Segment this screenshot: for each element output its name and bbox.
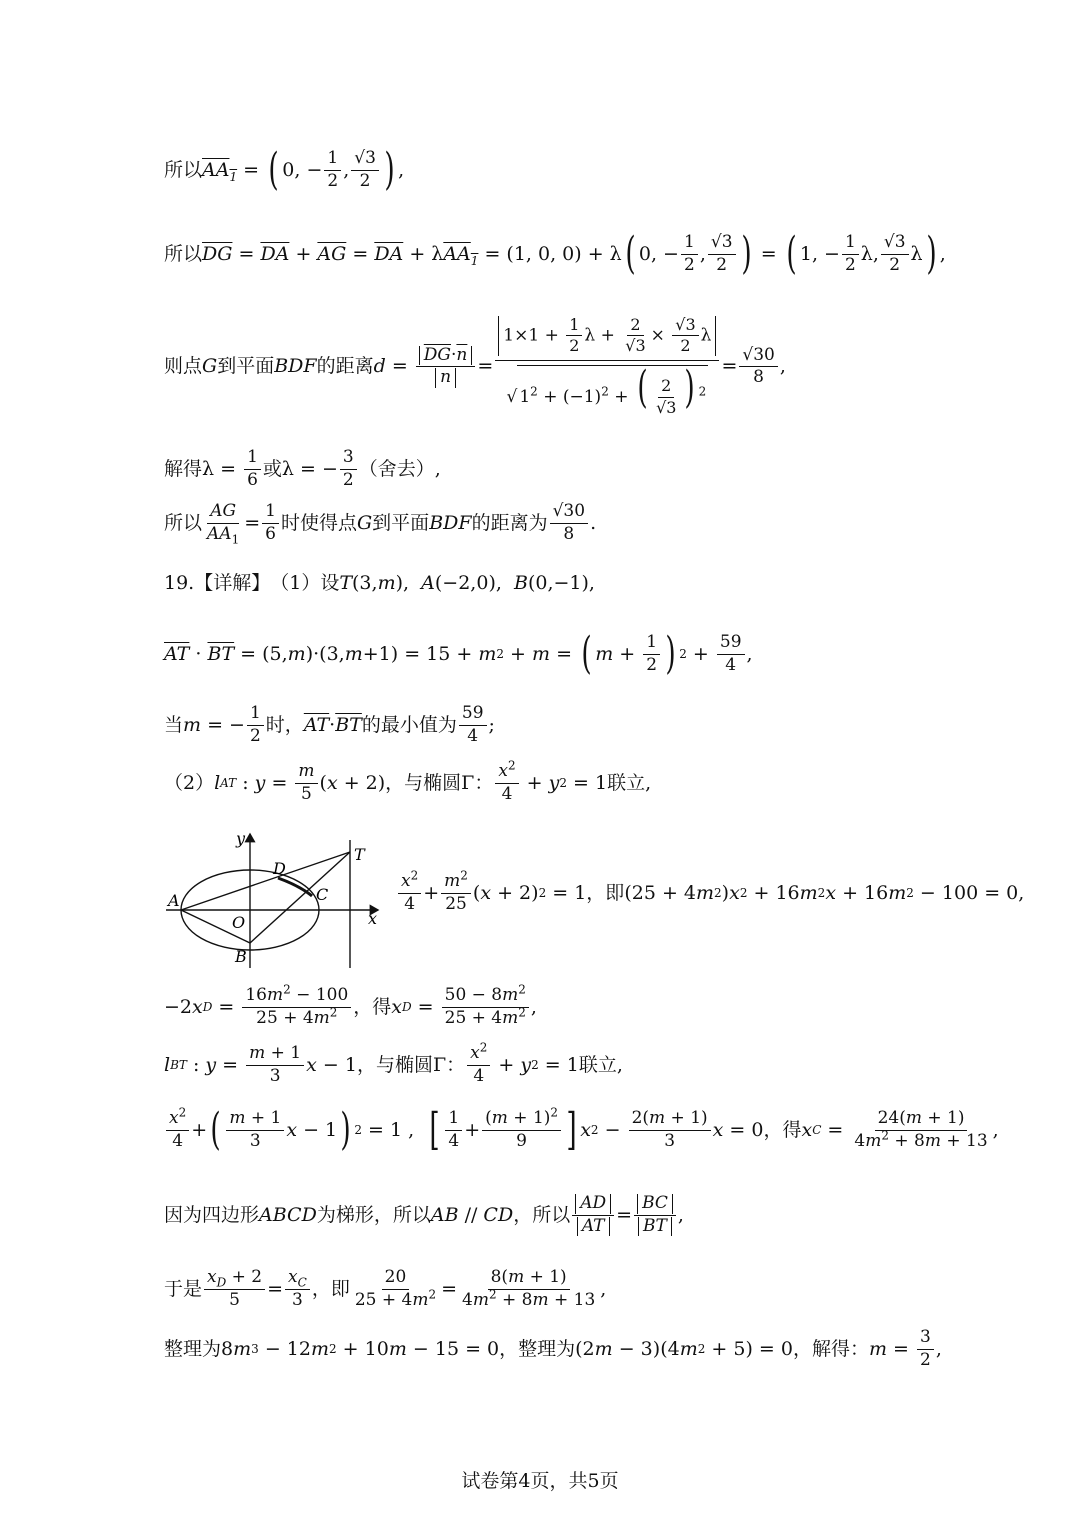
line-bt: l BT : y = $\frac{m + 1}{3}$ x − 1 ，与椭圆Γ： $\frac{x^2}{4}$ + y 2 = 1 联立, <box>164 1040 623 1086</box>
line-q19-part2: （2） l AT : y = $\frac{m}{5}$ ( x + 2) ，与椭圆Γ： $\frac{x^2}{4}$ + y 2 = 1 联立, <box>164 758 652 804</box>
line-xc: $\frac{x^2}{4}$ + ( $\frac{m + 1}{3}$ x − 1 ) 2 = 1 , [ $\frac{1}{4}$ + $\frac{(m + 1)^2}{9}$ ] x 2 − $\frac{2(m + 1)}{3}$ x = 0 ，得 x C = $\frac{24(m + 1)}{4m^2 + 8m + 13}$ , <box>164 1108 999 1152</box>
line-q19-part1: 19. 【详解】 （1）设 T (3, m ) , A (−2,0) , B (0,−1), <box>164 572 595 594</box>
vector-aa1: $AA_1$ <box>202 158 238 184</box>
line-solve-lambda: 解得 λ = $\frac{1}{6}$ 或 λ = − $\frac{3}{2}$ （舍去）, <box>164 447 441 490</box>
fig-label-y: y <box>236 829 246 848</box>
line-distance: 则点 G 到平面 BDF 的距离 d = $\frac{\overline{DG}\cdot\overline{n}}{n}$ = 1×1 + $\frac{1}{2}$ λ + $\frac{2}{√3}$ × $\frac{√3}{2}$ λ √ $1^2 + (-1)^2$ + ( $\frac{2}{√3}$ ) $^2$ = $\frac{√30}{8}$ , <box>164 315 786 417</box>
line-ratio: 于是 $\frac{x_D + 2}{5}$ = $\frac{x_C}{3}$ ，即 $\frac{20}{25 + 4m^2}$ = $\frac{8(m + 1)}{4m^2 + 8m + 13}$ , <box>164 1267 607 1310</box>
line-final: 整理为 8 m 3 − 12 m 2 + 10 m − 15 = 0 ，整理为 (2 m − 3)(4 m 2 + 5) = 0 ，解得： m = $\frac{3}{2}$ , <box>164 1327 942 1370</box>
line-dot-product: $\overline{AT}$ · $\overline{BT}$ = (5, m )·(3, m +1) = 15 + m 2 + m = ( m + $\frac{1}{2}$ ) 2 + $\frac{59}{4}$ , <box>164 628 753 679</box>
line-xd: −2 x D = $\frac{16m^2 - 100}{25 + 4m^2}$ ，得 x D = $\frac{50 - 8m^2}{25 + 4m^2}$ , <box>164 982 537 1028</box>
page-footer: 试卷第4页，共5页 <box>461 1470 619 1492</box>
fig-label-d: D <box>273 859 286 878</box>
fig-label-c: C <box>316 885 329 904</box>
line-aa1: 所以 $AA_1$ = ( 0, − $\frac{1}{2}$ , $\frac{√3}{2}$ ) , <box>164 144 405 195</box>
ellipse-figure <box>160 828 390 973</box>
fig-label-a: A <box>168 891 180 910</box>
fig-label-x: x <box>368 909 378 928</box>
line-conclusion-18: 所以 $\frac{AG}{AA_1}$ = $\frac{1}{6}$ 时使得点 G 到平面 BDF 的距离为 $\frac{√30}{8}$ . <box>164 501 597 546</box>
line-minimum: 当 m = − $\frac{1}{2}$ 时， $\overline{AT}$ · $\overline{BT}$ 的最小值为 $\frac{59}{4}$ ; <box>164 703 495 746</box>
fig-label-b: B <box>235 947 247 966</box>
fig-label-t: T <box>354 845 365 864</box>
line-trapezoid: 因为四边形 ABCD 为梯形，所以 AB // CD ，所以 $\frac{AD}{AT}$ = $\frac{BC}{BT}$ , <box>164 1193 684 1236</box>
fig-label-o: O <box>232 913 246 932</box>
line-substitution-at: $\frac{x^2}{4}$ + $\frac{m^2}{25}$ ( x + 2) 2 = 1 ，即 (25 + 4 m 2 ) x 2 + 16 m 2 x + 16 m 2 − 100 = 0 , <box>396 872 1024 914</box>
line-dg: 所以 $\overline{DG}$ = $\overline{DA}$ + $\overline{AG}$ = $\overline{DA}$ + λ $AA_1$ = (1, 0, 0) + λ ( 0, − $\frac{1}{2}$ , $\frac{√3}{2}$ ) = ( 1, − $\frac{1}{2}$ λ, $\frac{√3}{2}$ λ ) , <box>164 228 946 279</box>
